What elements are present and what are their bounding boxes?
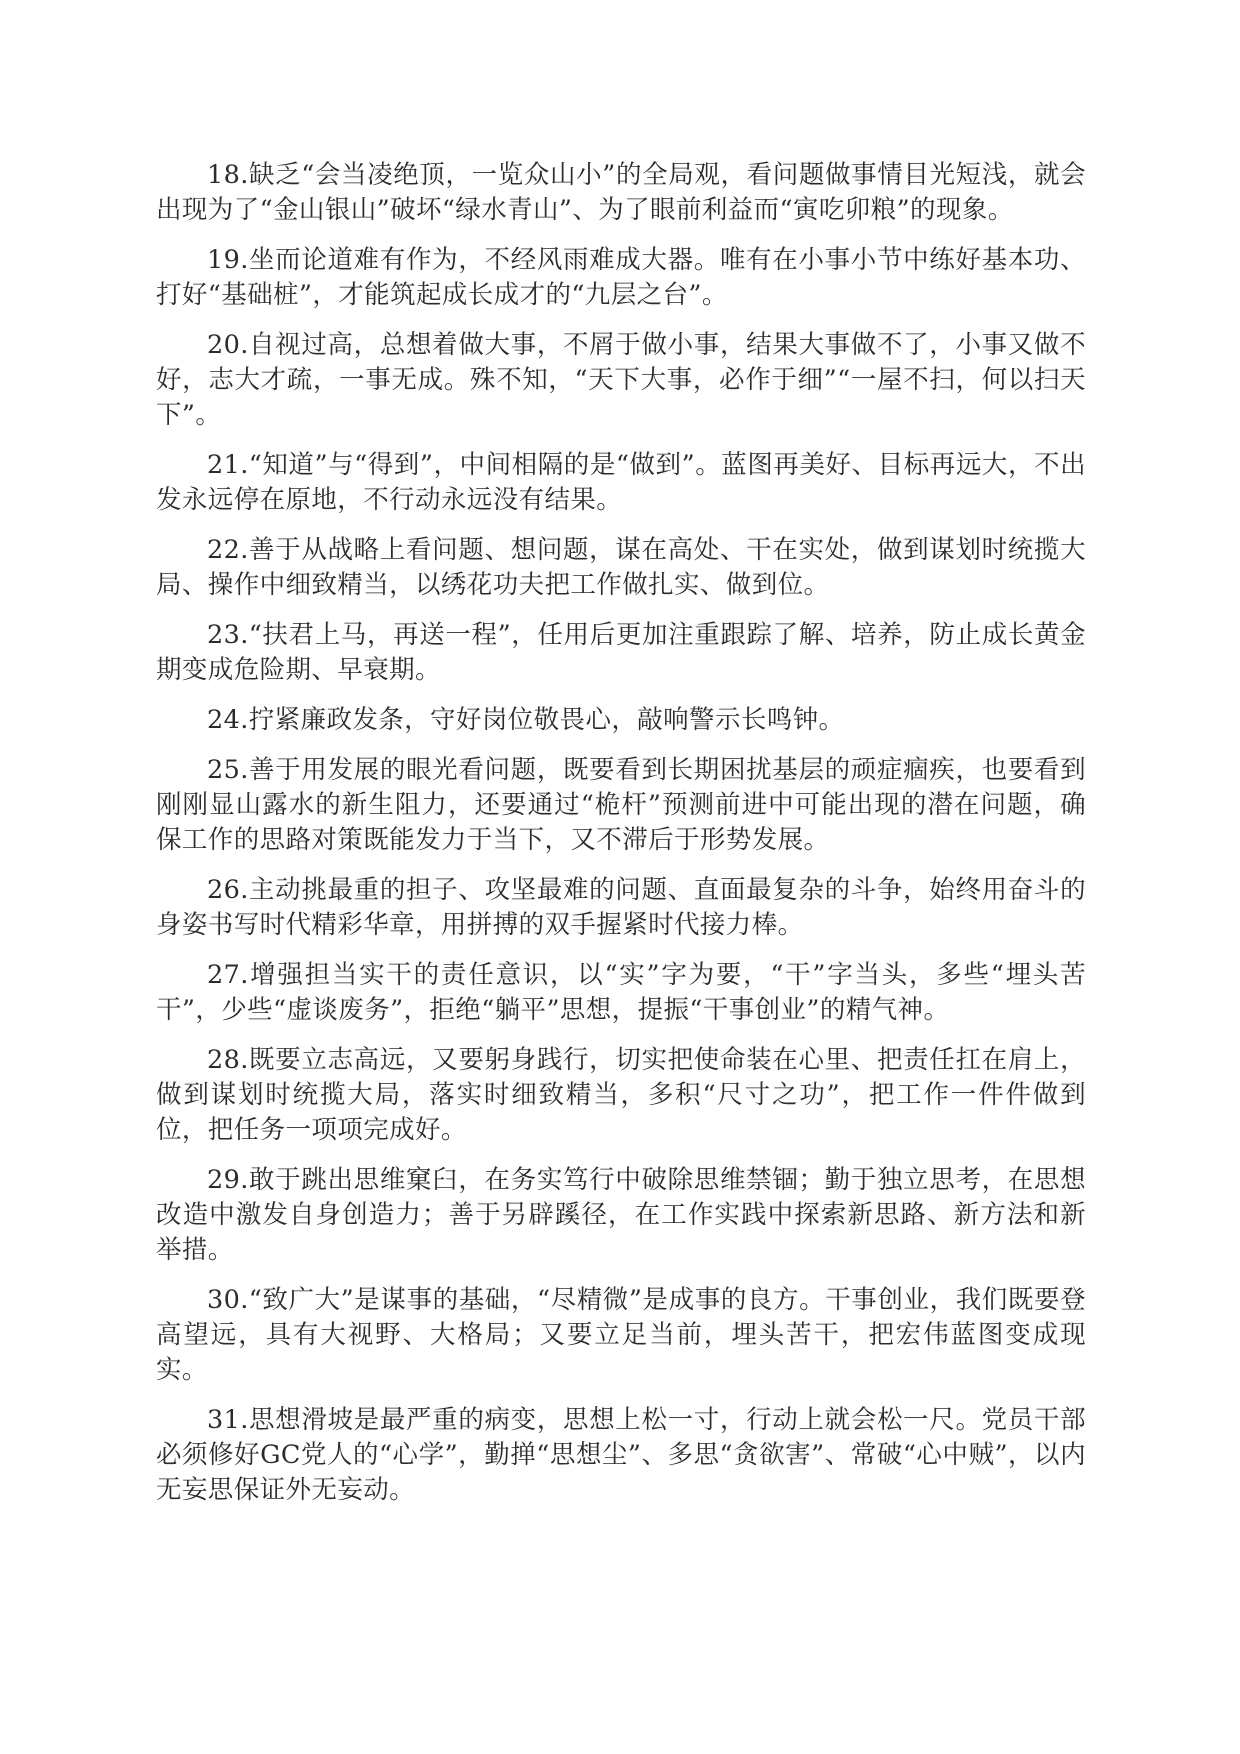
paragraph-21: 21.“知道”与“得到”，中间相隔的是“做到”。蓝图再美好、目标再远大，不出发永远停在原地，不行动永远没有结果。 — [156, 450, 1086, 515]
paragraph-26: 26.主动挑最重的担子、攻坚最难的问题、直面最复杂的斗争，始终用奋斗的身姿书写时代精彩华章，用拼搏的双手握紧时代接力棒。 — [156, 875, 1086, 940]
paragraph-28: 28.既要立志高远，又要躬身践行，切实把使命装在心里、把责任扛在肩上，做到谋划时统揽大局，落实时细致精当，多积“尺寸之功”，把工作一件件做到位，把任务一项项完成好。 — [156, 1045, 1086, 1145]
paragraph-22: 22.善于从战略上看问题、想问题，谋在高处、干在实处，做到谋划时统揽大局、操作中细致精当，以绣花功夫把工作做扎实、做到位。 — [156, 535, 1086, 600]
paragraph-30: 30.“致广大”是谋事的基础，“尽精微”是成事的良方。干事创业，我们既要登高望远，具有大视野、大格局；又要立足当前，埋头苦干，把宏伟蓝图变成现实。 — [156, 1285, 1086, 1385]
paragraph-25: 25.善于用发展的眼光看问题，既要看到长期困扰基层的顽症痼疾，也要看到刚刚显山露水的新生阻力，还要通过“桅杆”预测前进中可能出现的潜在问题，确保工作的思路对策既能发力于当下，又不滞后于形势发展。 — [156, 755, 1086, 855]
paragraph-20: 20.自视过高，总想着做大事，不屑于做小事，结果大事做不了，小事又做不好，志大才疏，一事无成。殊不知，“天下大事，必作于细”“一屋不扫，何以扫天下”。 — [156, 330, 1086, 430]
paragraph-29: 29.敢于跳出思维窠臼，在务实笃行中破除思维禁锢；勤于独立思考，在思想改造中激发自身创造力；善于另辟蹊径，在工作实践中探索新思路、新方法和新举措。 — [156, 1165, 1086, 1265]
paragraph-18: 18.缺乏“会当凌绝顶，一览众山小”的全局观，看问题做事情目光短浅，就会出现为了“金山银山”破坏“绿水青山”、为了眼前利益而“寅吃卯粮”的现象。 — [156, 160, 1086, 225]
paragraph-31: 31.思想滑坡是最严重的病变，思想上松一寸，行动上就会松一尺。党员干部必须修好GC党人的“心学”，勤掸“思想尘”、多思“贪欲害”、常破“心中贼”，以内无妄思保证外无妄动。 — [156, 1405, 1086, 1505]
paragraph-19: 19.坐而论道难有作为，不经风雨难成大器。唯有在小事小节中练好基本功、打好“基础桩”，才能筑起成长成才的“九层之台”。 — [156, 245, 1086, 310]
paragraph-27: 27.增强担当实干的责任意识，以“实”字为要，“干”字当头，多些“埋头苦干”，少些“虚谈废务”，拒绝“躺平”思想，提振“干事创业”的精气神。 — [156, 960, 1086, 1025]
paragraph-23: 23.“扶君上马，再送一程”，任用后更加注重跟踪了解、培养，防止成长黄金期变成危险期、早衰期。 — [156, 620, 1086, 685]
paragraph-24: 24.拧紧廉政发条，守好岗位敬畏心，敲响警示长鸣钟。 — [207, 705, 845, 735]
document-body — [156, 158, 1086, 1523]
